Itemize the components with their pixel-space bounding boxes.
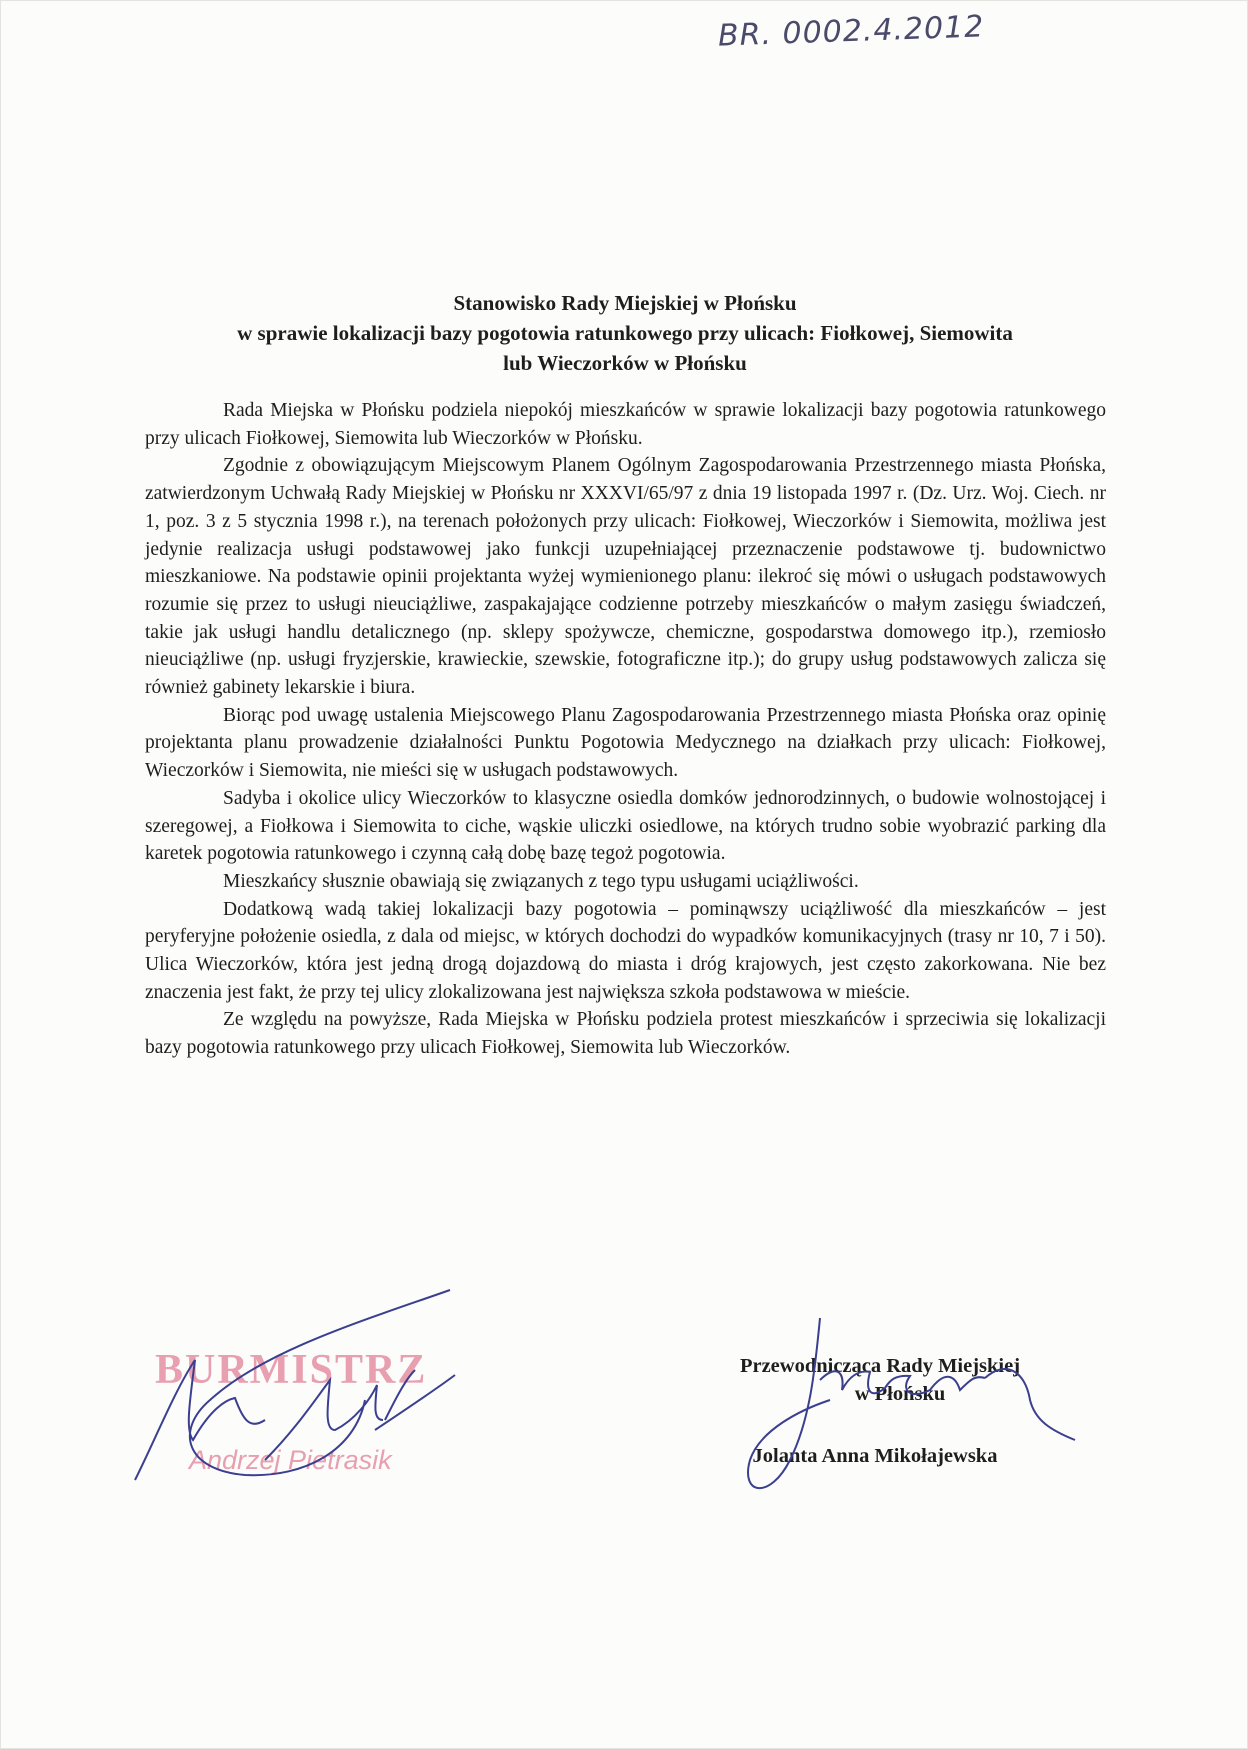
heading-line-1: Stanowisko Rady Miejskiej w Płońsku xyxy=(453,291,797,315)
paragraph: Rada Miejska w Płońsku podziela niepokój mieszkańców w sprawie lokalizacji bazy pogotowia ratunkowego przy ulicach Fiołkowej, Siemowita lub Wieczorków w Płońsku. xyxy=(145,400,1106,449)
stamp-title: BURMISTRZ xyxy=(155,1347,428,1393)
heading-line-3: lub Wieczorków w Płońsku xyxy=(503,351,747,375)
paragraph: Biorąc pod uwagę ustalenia Miejscowego Planu Zagospodarowania Przestrzennego miasta Płońska oraz opinię projektanta planu prowadzenie działalności Punktu Pogotowia Medycznego na działkach przy ulicach: Fiołkowej, Wieczorków i Siemowita, nie mieści się w usługach podstawowych. xyxy=(145,704,1106,782)
document-body xyxy=(145,397,1106,1062)
signatory-block xyxy=(700,1352,1060,1470)
stamp-name: Andrzej Pietrasik xyxy=(189,1445,392,1475)
paragraph: Ze względu na powyższe, Rada Miejska w Płońsku podziela protest mieszkańców i sprzeciwia się lokalizacji bazy pogotowia ratunkowego przy ulicach Fiołkowej, Siemowita lub Wieczorków. xyxy=(145,1009,1106,1059)
paragraph: Mieszkańcy słusznie obawiają się związanych z tego typu usługami uciążliwości. xyxy=(223,870,859,892)
heading-line-2: w sprawie lokalizacji bazy pogotowia ratunkowego przy ulicach: Fiołkowej, Siemowita xyxy=(237,321,1013,345)
signatory-name: Jolanta Anna Mikołajewska xyxy=(752,1445,998,1467)
handwritten-reference-number: BR. 0002.4.2012 xyxy=(717,9,985,54)
mayor-stamp xyxy=(155,1347,455,1476)
signatory-council: w Płońsku xyxy=(854,1383,946,1405)
document-heading xyxy=(120,288,1130,378)
signatory-role: Przewodnicząca Rady Miejskiej xyxy=(739,1355,1021,1377)
paragraph: Dodatkową wadą takiej lokalizacji bazy pogotowia – pominąwszy uciążliwość dla mieszkańców – jest peryferyjne położenie osiedla, z dala od miejsc, w których dochodzi do wypadków komunikacyjnych (trasy nr 10, 7 i 50). Ulica Wieczorków, która jest jedną drogą dojazdową do miasta i dróg krajowych, jest często zakorkowana. Nie bez znaczenia jest fakt, że przy tej ulicy zlokalizowana jest największa szkoła podstawowa w mieście. xyxy=(145,898,1106,1003)
paragraph: Sadyba i okolice ulicy Wieczorków to klasyczne osiedla domków jednorodzinnych, o budowie wolnostojącej i szeregowej, a Fiołkowa i Siemowita to ciche, wąskie uliczki osiedlowe, na których trudno sobie wyobrazić parking dla karetek pogotowia ratunkowego i czynną całą dobę bazę tegoż pogotowia. xyxy=(145,787,1106,865)
paragraph: Zgodnie z obowiązującym Miejscowym Planem Ogólnym Zagospodarowania Przestrzennego miasta Płońska, zatwierdzonym Uchwałą Rady Miejskiej w Płońsku nr XXXVI/65/97 z dnia 19 listopada 1997 r. (Dz. Urz. Woj. Ciech. nr 1, poz. 3 z 5 stycznia 1998 r.), na terenach położonych przy ulicach: Fiołkowej, Wieczorków i Siemowita, możliwa jest jedynie realizacja usługi podstawowej jako funkcji uzupełniającej przeznaczenie podstawowe tj. budownictwo mieszkaniowe. Na podstawie opinii projektanta wyżej wymienionego planu: ilekroć się mówi o usługach podstawowych rozumie się przez to usługi nieuciążliwe, zaspakajające codzienne potrzeby mieszkańców o małym zasięgu świadczeń, takie jak usługi handlu detalicznego (np. sklepy spożywcze, chemiczne, gospodarstwa domowego itp.), rzemiosło nieuciążliwe (np. usługi fryzjerskie, krawieckie, szewskie, fotograficzne itp.); do grupy usług podstawowych zalicza się również gabinety lekarskie i biura. xyxy=(145,455,1106,699)
